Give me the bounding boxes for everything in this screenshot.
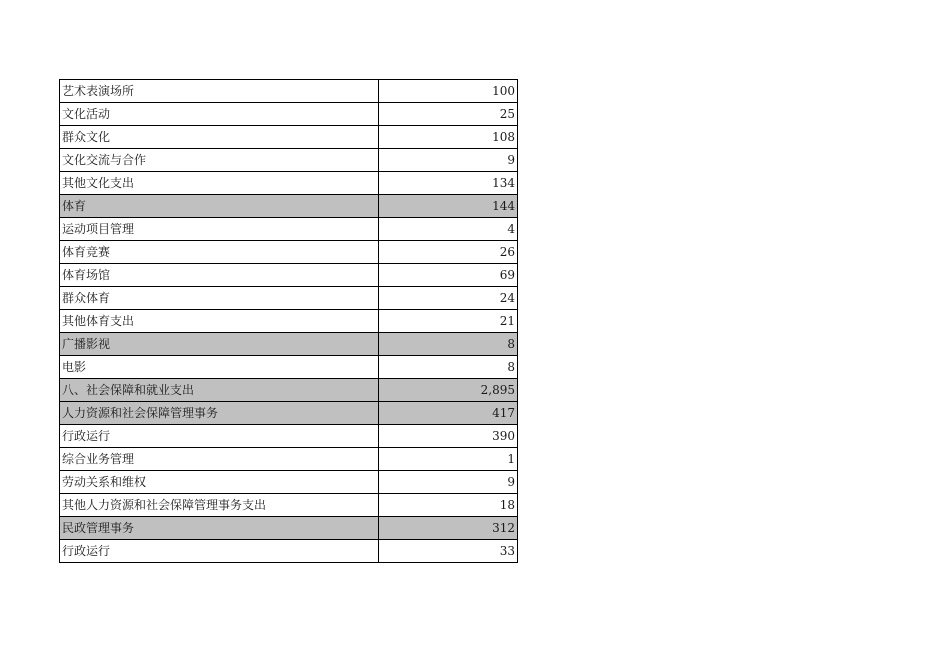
item-name-cell: 综合业务管理 xyxy=(60,448,379,471)
item-name-cell: 行政运行 xyxy=(60,425,379,448)
amount-cell: 33 xyxy=(379,540,518,563)
amount-cell: 417 xyxy=(379,402,518,425)
item-name-cell: 运动项目管理 xyxy=(60,218,379,241)
amount-cell: 100 xyxy=(379,80,518,103)
category-row xyxy=(60,333,518,356)
amount-cell: 25 xyxy=(379,103,518,126)
table-row xyxy=(60,80,518,103)
item-name-cell: 劳动关系和维权 xyxy=(60,471,379,494)
amount-cell: 18 xyxy=(379,494,518,517)
amount-cell: 9 xyxy=(379,471,518,494)
item-name-cell: 艺术表演场所 xyxy=(60,80,379,103)
amount-cell: 134 xyxy=(379,172,518,195)
expenditure-table xyxy=(59,79,518,563)
table-body xyxy=(60,80,518,563)
table-row xyxy=(60,172,518,195)
category-row xyxy=(60,517,518,540)
table-row xyxy=(60,310,518,333)
amount-cell: 144 xyxy=(379,195,518,218)
table-row xyxy=(60,540,518,563)
category-row xyxy=(60,402,518,425)
item-name-cell: 人力资源和社会保障管理事务 xyxy=(60,402,379,425)
table-row xyxy=(60,425,518,448)
table-row xyxy=(60,149,518,172)
category-row xyxy=(60,195,518,218)
amount-cell: 1 xyxy=(379,448,518,471)
item-name-cell: 体育竞赛 xyxy=(60,241,379,264)
item-name-cell: 体育场馆 xyxy=(60,264,379,287)
table-row xyxy=(60,494,518,517)
amount-cell: 24 xyxy=(379,287,518,310)
item-name-cell: 文化交流与合作 xyxy=(60,149,379,172)
item-name-cell: 群众体育 xyxy=(60,287,379,310)
item-name-cell: 民政管理事务 xyxy=(60,517,379,540)
category-row xyxy=(60,379,518,402)
item-name-cell: 八、社会保障和就业支出 xyxy=(60,379,379,402)
item-name-cell: 其他人力资源和社会保障管理事务支出 xyxy=(60,494,379,517)
amount-cell: 2,895 xyxy=(379,379,518,402)
item-name-cell: 其他体育支出 xyxy=(60,310,379,333)
table-row xyxy=(60,241,518,264)
table-row xyxy=(60,287,518,310)
table-row xyxy=(60,264,518,287)
item-name-cell: 广播影视 xyxy=(60,333,379,356)
table-row xyxy=(60,356,518,379)
amount-cell: 108 xyxy=(379,126,518,149)
amount-cell: 312 xyxy=(379,517,518,540)
table-row xyxy=(60,218,518,241)
item-name-cell: 电影 xyxy=(60,356,379,379)
amount-cell: 390 xyxy=(379,425,518,448)
table-row xyxy=(60,471,518,494)
amount-cell: 8 xyxy=(379,333,518,356)
amount-cell: 21 xyxy=(379,310,518,333)
amount-cell: 4 xyxy=(379,218,518,241)
amount-cell: 9 xyxy=(379,149,518,172)
item-name-cell: 文化活动 xyxy=(60,103,379,126)
amount-cell: 26 xyxy=(379,241,518,264)
item-name-cell: 行政运行 xyxy=(60,540,379,563)
amount-cell: 69 xyxy=(379,264,518,287)
item-name-cell: 体育 xyxy=(60,195,379,218)
table-row xyxy=(60,103,518,126)
table-row xyxy=(60,126,518,149)
item-name-cell: 群众文化 xyxy=(60,126,379,149)
amount-cell: 8 xyxy=(379,356,518,379)
item-name-cell: 其他文化支出 xyxy=(60,172,379,195)
table-row xyxy=(60,448,518,471)
